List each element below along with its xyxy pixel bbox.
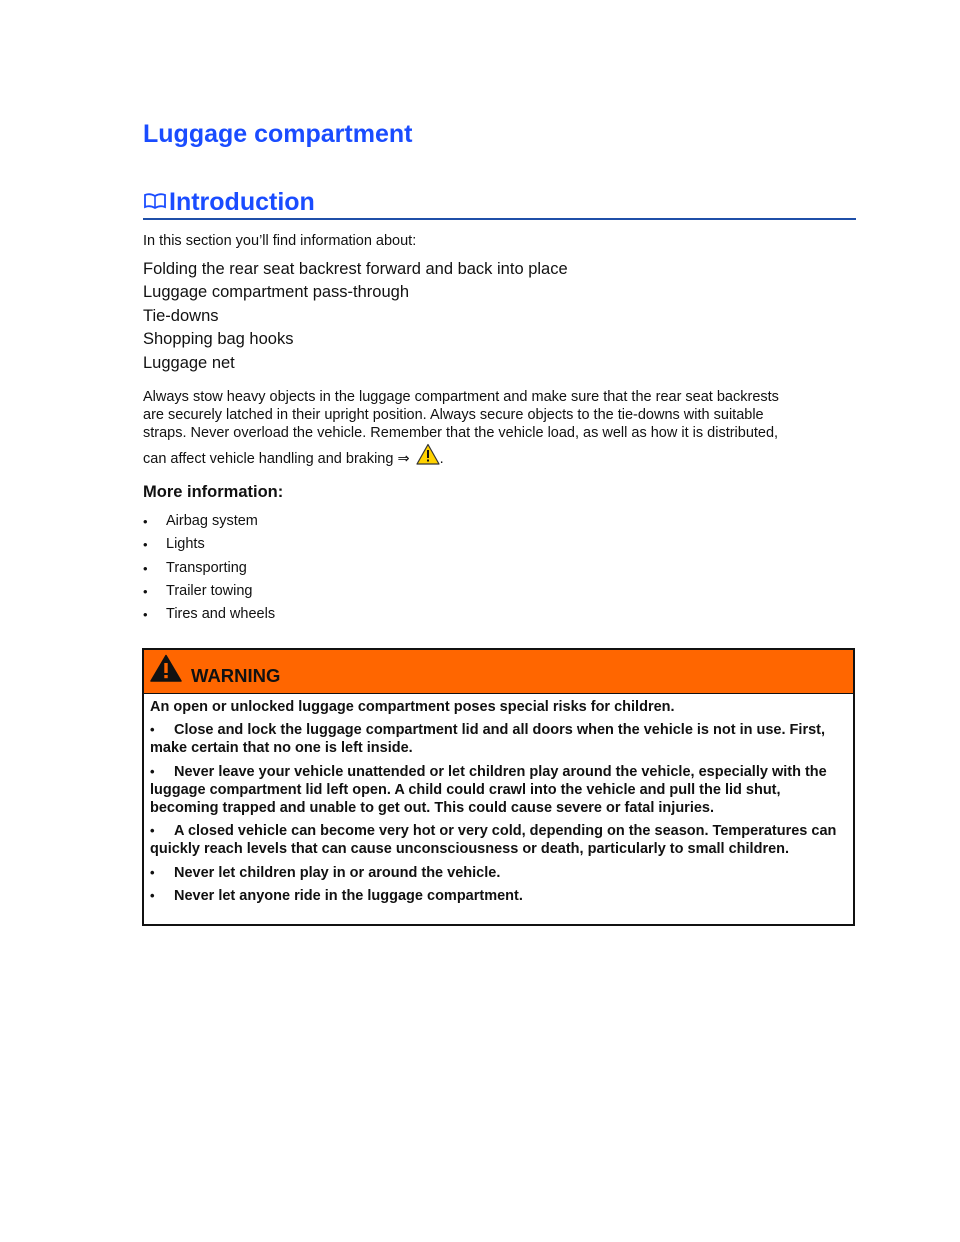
- more-info-item[interactable]: [143, 510, 275, 533]
- bullet: •: [143, 537, 148, 553]
- warning-item: [150, 887, 847, 905]
- more-info-item[interactable]: [143, 533, 275, 556]
- warning-item-text: Never leave your vehicle unattended or let children play around the vehicle, especially with the luggage compartment lid left open. A child could crawl into the vehicle and pull the lid shut, becoming trapped and unable to get out. This could cause severe or fatal injuries.: [150, 763, 827, 817]
- paragraph-line: Always stow heavy objects in the luggage compartment and make sure that the rear seat backrests: [143, 389, 779, 405]
- more-info-item[interactable]: [143, 603, 275, 626]
- section-title: Luggage compartment: [143, 120, 413, 148]
- more-info-item[interactable]: [143, 580, 275, 603]
- warning-item-text: Never let children play in or around the vehicle.: [174, 864, 501, 881]
- topic-item[interactable]: Luggage compartment pass-through: [143, 283, 409, 302]
- bullet: •: [143, 560, 148, 576]
- intro-lead-text: In this section you’ll find information about:: [143, 233, 417, 249]
- warning-item-text: A closed vehicle can become very hot or very cold, depending on the season. Temperatures can quickly reach levels that can cause unconsciousness or death, particularly to small children.: [150, 823, 837, 858]
- paragraph-end: .: [439, 450, 444, 467]
- warning-item-text: Close and lock the luggage compartment lid and all doors when the vehicle is not in use. First, make certain that no one is left inside.: [150, 722, 826, 757]
- introduction-heading: [143, 186, 856, 220]
- bullet: •: [150, 763, 155, 779]
- warning-item: [150, 721, 847, 757]
- more-info-label: Airbag system: [166, 513, 258, 529]
- warning-item: [150, 864, 847, 882]
- warning-reference-icon[interactable]: [416, 443, 440, 465]
- more-info-label: Tires and wheels: [166, 606, 276, 623]
- introduction-title: Introduction: [169, 188, 315, 216]
- topic-item[interactable]: Luggage net: [143, 353, 235, 372]
- more-info-item[interactable]: [143, 557, 275, 580]
- bullet: •: [150, 864, 155, 880]
- paragraph-line: straps. Never overload the vehicle. Remember that the vehicle load, as well as how it is distributed,: [143, 425, 779, 442]
- topic-item[interactable]: Shopping bag hooks: [143, 330, 294, 349]
- warning-item: [150, 763, 847, 818]
- warning-label: WARNING: [191, 664, 281, 686]
- warning-header: [144, 650, 853, 694]
- more-info-label: Transporting: [166, 559, 247, 576]
- warning-item: [150, 822, 847, 858]
- bullet: •: [143, 607, 148, 623]
- warning-body: [144, 694, 853, 905]
- more-information-list: [143, 510, 275, 626]
- bullet: •: [143, 583, 148, 599]
- warning-box: [142, 648, 855, 926]
- more-info-label: Lights: [166, 536, 205, 553]
- bullet: •: [150, 887, 155, 903]
- topic-item[interactable]: Folding the rear seat backrest forward and back into place: [143, 260, 568, 278]
- book-icon: [143, 192, 167, 210]
- warning-icon: [150, 654, 182, 682]
- topic-item[interactable]: Tie-downs: [143, 306, 219, 325]
- warning-intro: An open or unlocked luggage compartment poses special risks for children.: [150, 699, 675, 715]
- topic-list: [143, 258, 568, 375]
- warning-item-text: Never let anyone ride in the luggage compartment.: [174, 887, 523, 904]
- bullet: •: [143, 514, 148, 529]
- load-advice-paragraph: [143, 388, 843, 468]
- paragraph-line: can affect vehicle handling and braking ⇒: [143, 450, 410, 467]
- paragraph-line: are securely latched in their upright position. Always secure objects to the tie-downs with suitable: [143, 407, 764, 424]
- bullet: •: [150, 823, 155, 839]
- more-information-heading: More information:: [143, 483, 284, 501]
- bullet: •: [150, 722, 155, 738]
- more-info-label: Trailer towing: [166, 582, 253, 599]
